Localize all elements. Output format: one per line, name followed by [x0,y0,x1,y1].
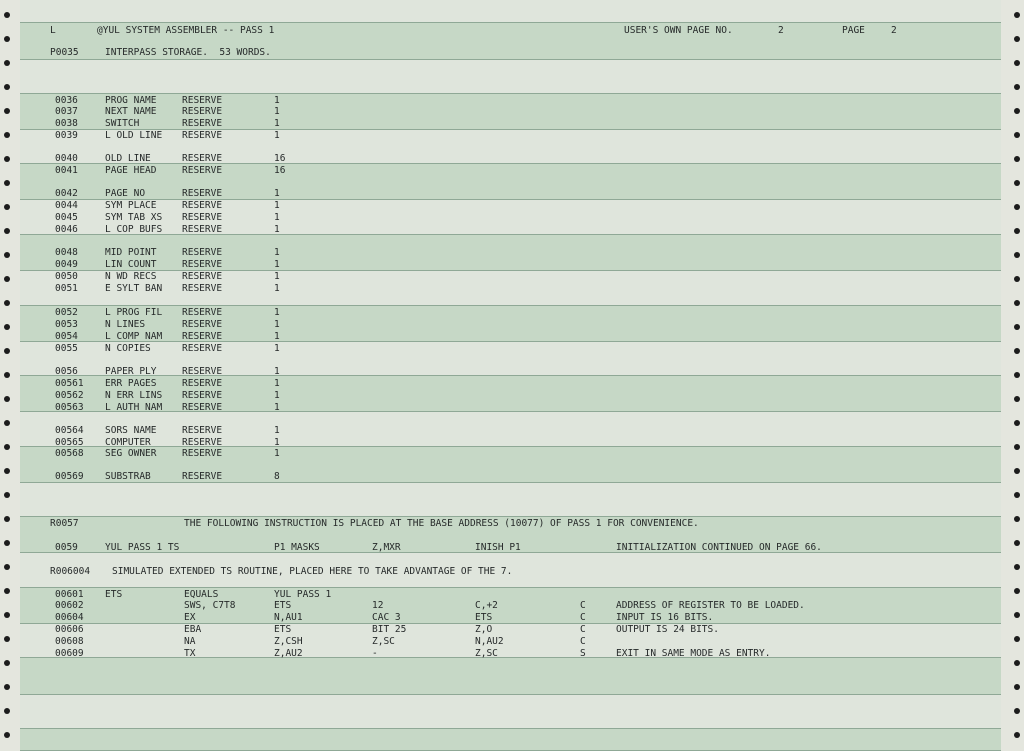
opcode: RESERVE [182,271,223,282]
comment: INITIALIZATION CONTINUED ON PAGE 66. [616,542,822,553]
location: 00564 [55,425,84,436]
value: 1 [274,106,280,117]
symbol-name: N WD RECS [105,271,157,282]
operand-2: CAC 3 [372,612,401,623]
operand-3: Z,SC [475,648,498,659]
operand-1: Z,AU2 [274,648,303,659]
symbol-name: COMPUTER [105,437,151,448]
value: 1 [274,390,280,401]
header-line [0,25,897,37]
green-bar [20,446,1001,483]
feed-hole [4,12,10,18]
value: 1 [274,188,280,199]
feed-hole [4,156,10,162]
opcode: RESERVE [182,118,223,129]
value: 1 [274,448,280,459]
location: 0037 [55,106,78,117]
feed-hole [4,228,10,234]
remark-line-r006004 [0,566,513,578]
feed-hole [4,444,10,450]
feed-hole [1014,228,1020,234]
feed-hole [1014,12,1020,18]
value: 1 [274,343,280,354]
feed-hole [1014,396,1020,402]
feed-hole [4,180,10,186]
green-bar [20,93,1001,130]
location: 0051 [55,283,78,294]
value: 1 [274,366,280,377]
symbol-name: SYM TAB XS [105,212,163,223]
feed-hole [4,372,10,378]
feed-hole [4,492,10,498]
flag: S [580,648,586,659]
feed-hole [1014,276,1020,282]
location: 0046 [55,224,78,235]
feed-hole [1014,492,1020,498]
feed-hole [4,324,10,330]
operand-3: Z,O [475,624,493,635]
value: 1 [274,247,280,258]
feed-hole [1014,84,1020,90]
comment: OUTPUT IS 24 BITS. [616,624,719,635]
value: 1 [274,331,280,342]
header-title: @YUL SYSTEM ASSEMBLER -- PASS 1 [97,25,275,36]
symbol-name: SEG OWNER [105,448,157,459]
location: 0041 [55,165,78,176]
symbol-name: SWITCH [105,118,140,129]
location: 00608 [55,636,84,647]
location: 00609 [55,648,84,659]
feed-hole [4,300,10,306]
feed-hole [4,132,10,138]
value: 1 [274,118,280,129]
symbol-name: L COMP NAM [105,331,163,342]
feed-hole [1014,348,1020,354]
opcode: RESERVE [182,390,223,401]
value: 1 [274,271,280,282]
feed-hole [1014,60,1020,66]
opcode: NA [184,636,196,647]
opcode: RESERVE [182,283,223,294]
feed-hole [1014,36,1020,42]
symbol-name: SUBSTRAB [105,471,151,482]
symbol-name: N LINES [105,319,146,330]
symbol-name: L PROG FIL [105,307,163,318]
page-number: 2 [891,25,897,36]
location: 0050 [55,271,78,282]
value: 1 [274,425,280,436]
feed-hole [1014,708,1020,714]
users-page-label: USER'S OWN PAGE NO. [624,25,733,36]
value: 1 [274,437,280,448]
location: 0055 [55,343,78,354]
location: 0042 [55,188,78,199]
location: 0038 [55,118,78,129]
opcode: RESERVE [182,188,223,199]
users-page-number: 2 [778,25,784,36]
symbol-name: PAGE HEAD [105,165,157,176]
value: 1 [274,307,280,318]
comment: EXIT IN SAME MODE AS ENTRY. [616,648,771,659]
location: 00606 [55,624,84,635]
value: 1 [274,200,280,211]
flag: C [580,612,586,623]
flag: C [580,600,586,611]
green-bar [20,163,1001,200]
feed-hole [1014,108,1020,114]
opcode: RESERVE [182,319,223,330]
value: 1 [274,212,280,223]
flag: C [580,624,586,635]
feed-hole [1014,156,1020,162]
feed-hole [1014,660,1020,666]
operand-2: Z,SC [372,636,395,647]
location: 0053 [55,319,78,330]
remark-text: SIMULATED EXTENDED TS ROUTINE, PLACED HERE TO TAKE ADVANTAGE OF THE 7. [112,566,513,577]
feed-hole [1014,372,1020,378]
symbol-name: L COP BUFS [105,224,163,235]
location: 00562 [55,390,84,401]
feed-hole [4,636,10,642]
location: 0056 [55,366,78,377]
feed-hole [1014,564,1020,570]
location: 00569 [55,471,84,482]
opcode: RESERVE [182,130,223,141]
opcode: RESERVE [182,259,223,270]
operand-1: ETS [274,600,292,611]
value: 1 [274,402,280,413]
value: 1 [274,95,280,106]
operand-1: ETS [274,624,292,635]
location: 00565 [55,437,84,448]
operand-1: N,AU1 [274,612,303,623]
location: 0039 [55,130,78,141]
value: 1 [274,224,280,235]
feed-hole [1014,732,1020,738]
feed-hole [4,252,10,258]
location: 00568 [55,448,84,459]
symbol-name: N COPIES [105,343,151,354]
feed-hole [1014,420,1020,426]
feed-hole [4,420,10,426]
green-bar [20,728,1001,751]
feed-hole [1014,204,1020,210]
comment: ADDRESS OF REGISTER TO BE LOADED. [616,600,805,611]
symbol-name: L AUTH NAM [105,402,163,413]
operand-2: BIT 25 [372,624,407,635]
opcode: SWS, C7T8 [184,600,236,611]
feed-hole [4,708,10,714]
feed-hole [1014,132,1020,138]
green-bar [20,375,1001,412]
remark-line-r0057 [0,518,699,530]
symbol-name: L OLD LINE [105,130,163,141]
green-bar [20,657,1001,695]
opcode: P1 MASKS [274,542,320,553]
operand-3: C,+2 [475,600,498,611]
location: 0059 [55,542,78,553]
feed-hole [4,684,10,690]
opcode: RESERVE [182,448,223,459]
address: Z,MXR [372,542,401,553]
opcode: RESERVE [182,331,223,342]
opcode: RESERVE [182,95,223,106]
opcode: RESERVE [182,224,223,235]
feed-hole [1014,468,1020,474]
green-bar [20,305,1001,342]
location: 00563 [55,402,84,413]
value: 1 [274,130,280,141]
green-bar [20,234,1001,271]
opcode: RESERVE [182,366,223,377]
feed-hole [1014,516,1020,522]
page-label: PAGE [842,25,865,36]
opcode: EQUALS [184,589,219,600]
location: 0044 [55,200,78,211]
symbol-name: PAPER PLY [105,366,157,377]
feed-hole [4,732,10,738]
symbol-name: PAGE NO [105,188,146,199]
flag: C [580,636,586,647]
value: 1 [274,283,280,294]
opcode: RESERVE [182,200,223,211]
opcode: RESERVE [182,212,223,223]
header-code: L [50,25,56,36]
operand-3: N,AU2 [475,636,504,647]
opcode: RESERVE [182,437,223,448]
label: ETS [105,589,123,600]
value: 1 [274,259,280,270]
symbol-name: OLD LINE [105,153,151,164]
opcode: RESERVE [182,425,223,436]
symbol-name: N ERR LINS [105,390,163,401]
feed-hole [1014,540,1020,546]
label: YUL PASS 1 TS [105,542,180,553]
operand: INISH P1 [475,542,521,553]
symbol-name: MID POINT [105,247,157,258]
value: 16 [274,165,286,176]
location: 0040 [55,153,78,164]
feed-hole [1014,444,1020,450]
location: 0045 [55,212,78,223]
value: 1 [274,319,280,330]
green-bar [20,587,1001,624]
remark-id: P0035 [50,47,79,58]
symbol-name: SYM PLACE [105,200,157,211]
remark-id: R0057 [50,518,79,529]
feed-hole [1014,588,1020,594]
symbol-name: NEXT NAME [105,106,157,117]
opcode: RESERVE [182,165,223,176]
opcode: RESERVE [182,106,223,117]
location: 00602 [55,600,84,611]
operand-1: Z,CSH [274,636,303,647]
location: 0036 [55,95,78,106]
opcode: RESERVE [182,153,223,164]
symbol-name: E SYLT BAN [105,283,163,294]
opcode: RESERVE [182,247,223,258]
feed-hole [4,348,10,354]
symbol-name: ERR PAGES [105,378,157,389]
feed-hole [1014,324,1020,330]
operand-2: - [372,648,378,659]
opcode: EBA [184,624,202,635]
value: 16 [274,153,286,164]
comment: INPUT IS 16 BITS. [616,612,714,623]
location: 0049 [55,259,78,270]
feed-hole [4,396,10,402]
feed-hole [1014,636,1020,642]
remark-id: R006004 [50,566,91,577]
location: 0048 [55,247,78,258]
operand-1: YUL PASS 1 [274,589,332,600]
location: 00601 [55,589,84,600]
feed-hole [4,468,10,474]
feed-hole [4,660,10,666]
opcode: RESERVE [182,471,223,482]
symbol-name: SORS NAME [105,425,157,436]
feed-hole [1014,684,1020,690]
value: 8 [274,471,280,482]
opcode: RESERVE [182,307,223,318]
remark-text: INTERPASS STORAGE. 53 WORDS. [105,47,271,58]
feed-hole [4,276,10,282]
location: 00561 [55,378,84,389]
opcode: RESERVE [182,343,223,354]
instruction-line-0059 [0,542,822,554]
operand-3: ETS [475,612,493,623]
opcode: RESERVE [182,378,223,389]
location: 0054 [55,331,78,342]
feed-hole [4,204,10,210]
feed-hole [1014,180,1020,186]
feed-hole [1014,252,1020,258]
symbol-name: PROG NAME [105,95,157,106]
remark-line-p0035 [0,47,271,59]
symbol-name: LIN COUNT [105,259,157,270]
remark-text: THE FOLLOWING INSTRUCTION IS PLACED AT THE BASE ADDRESS (10077) OF PASS 1 FOR CONVENIENCE. [184,518,699,529]
location: 0052 [55,307,78,318]
value: 1 [274,378,280,389]
location: 00604 [55,612,84,623]
opcode: RESERVE [182,402,223,413]
opcode: TX [184,648,196,659]
feed-hole [1014,612,1020,618]
feed-hole [1014,300,1020,306]
operand-2: 12 [372,600,384,611]
opcode: EX [184,612,196,623]
